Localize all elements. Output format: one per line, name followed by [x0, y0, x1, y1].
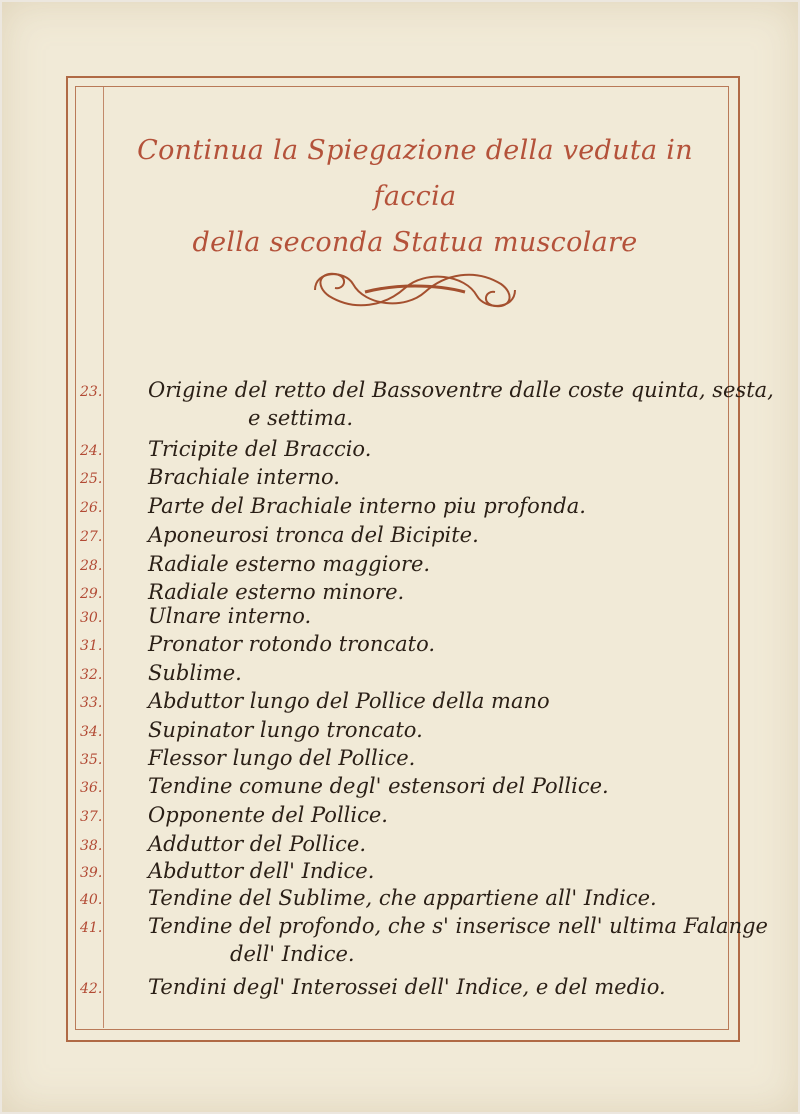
entry-number: 39. [80, 865, 103, 881]
entry-continuation: dell' Indice. [230, 942, 355, 966]
calligraphic-flourish-icon [305, 262, 525, 318]
entry-number: 27. [80, 529, 103, 545]
list-item [0, 746, 800, 776]
list-item [0, 632, 800, 662]
entry-text: Tendine del profondo, che s' inserisce nell' ultima Falange [148, 914, 768, 938]
entry-text: Origine del retto del Bassoventre dalle coste quinta, sesta, [148, 378, 774, 402]
list-item [0, 523, 800, 553]
entry-text: Abduttor dell' Indice. [148, 859, 375, 883]
list-item [0, 859, 800, 889]
entry-text: Pronator rotondo troncato. [148, 632, 436, 656]
entry-number: 38. [80, 838, 103, 854]
entry-text: Abduttor lungo del Pollice della mano [148, 689, 550, 713]
list-item [0, 378, 800, 430]
entry-text: Parte del Brachiale interno piu profonda. [148, 494, 586, 518]
page-title [110, 128, 720, 266]
list-item [0, 661, 800, 691]
entry-number: 32. [80, 667, 103, 683]
title-line-1: Continua la Spiegazione della veduta in faccia [137, 135, 693, 212]
entry-text: Radiale esterno minore. [148, 580, 405, 604]
list-item [0, 465, 800, 495]
entry-text: Ulnare interno. [148, 604, 312, 628]
entry-number: 37. [80, 809, 103, 825]
list-item [0, 774, 800, 804]
list-item [0, 803, 800, 833]
list-item [0, 718, 800, 748]
entry-text: Adduttor del Pollice. [148, 832, 367, 856]
entry-number: 41. [80, 920, 103, 936]
entry-number: 35. [80, 752, 103, 768]
list-item [0, 437, 800, 467]
entry-number: 30. [80, 610, 103, 626]
list-item [0, 832, 800, 862]
entry-text: Aponeurosi tronca del Bicipite. [148, 523, 479, 547]
entry-text: Brachiale interno. [148, 465, 340, 489]
entry-number: 25. [80, 471, 103, 487]
entry-text: Flessor lungo del Pollice. [148, 746, 416, 770]
list-item [0, 975, 800, 1005]
entry-number: 26. [80, 500, 103, 516]
list-item [0, 604, 800, 634]
list-item [0, 552, 800, 582]
entry-number: 29. [80, 586, 103, 602]
list-item [0, 886, 800, 916]
entry-text: Tendine comune degl' estensori del Pollice. [148, 774, 609, 798]
entry-number: 23. [80, 384, 103, 400]
entry-text: Supinator lungo troncato. [148, 718, 423, 742]
entry-number: 33. [80, 695, 103, 711]
list-item [0, 494, 800, 524]
entry-continuation: e settima. [248, 406, 354, 430]
list-item [0, 914, 800, 966]
entry-number: 31. [80, 638, 103, 654]
entry-text: Opponente del Pollice. [148, 803, 388, 827]
entry-number: 34. [80, 724, 103, 740]
title-line-2: della seconda Statua muscolare [192, 227, 638, 258]
entry-number: 40. [80, 892, 103, 908]
entry-number: 28. [80, 558, 103, 574]
entry-text: Radiale esterno maggiore. [148, 552, 431, 576]
entry-number: 42. [80, 981, 103, 997]
entry-text: Tendini degl' Interossei dell' Indice, e del medio. [148, 975, 666, 999]
entry-text: Sublime. [148, 661, 242, 685]
entry-number: 36. [80, 780, 103, 796]
entry-number: 24. [80, 443, 103, 459]
list-item [0, 689, 800, 719]
entry-text: Tricipite del Braccio. [148, 437, 372, 461]
entry-text: Tendine del Sublime, che appartiene all' Indice. [148, 886, 657, 910]
